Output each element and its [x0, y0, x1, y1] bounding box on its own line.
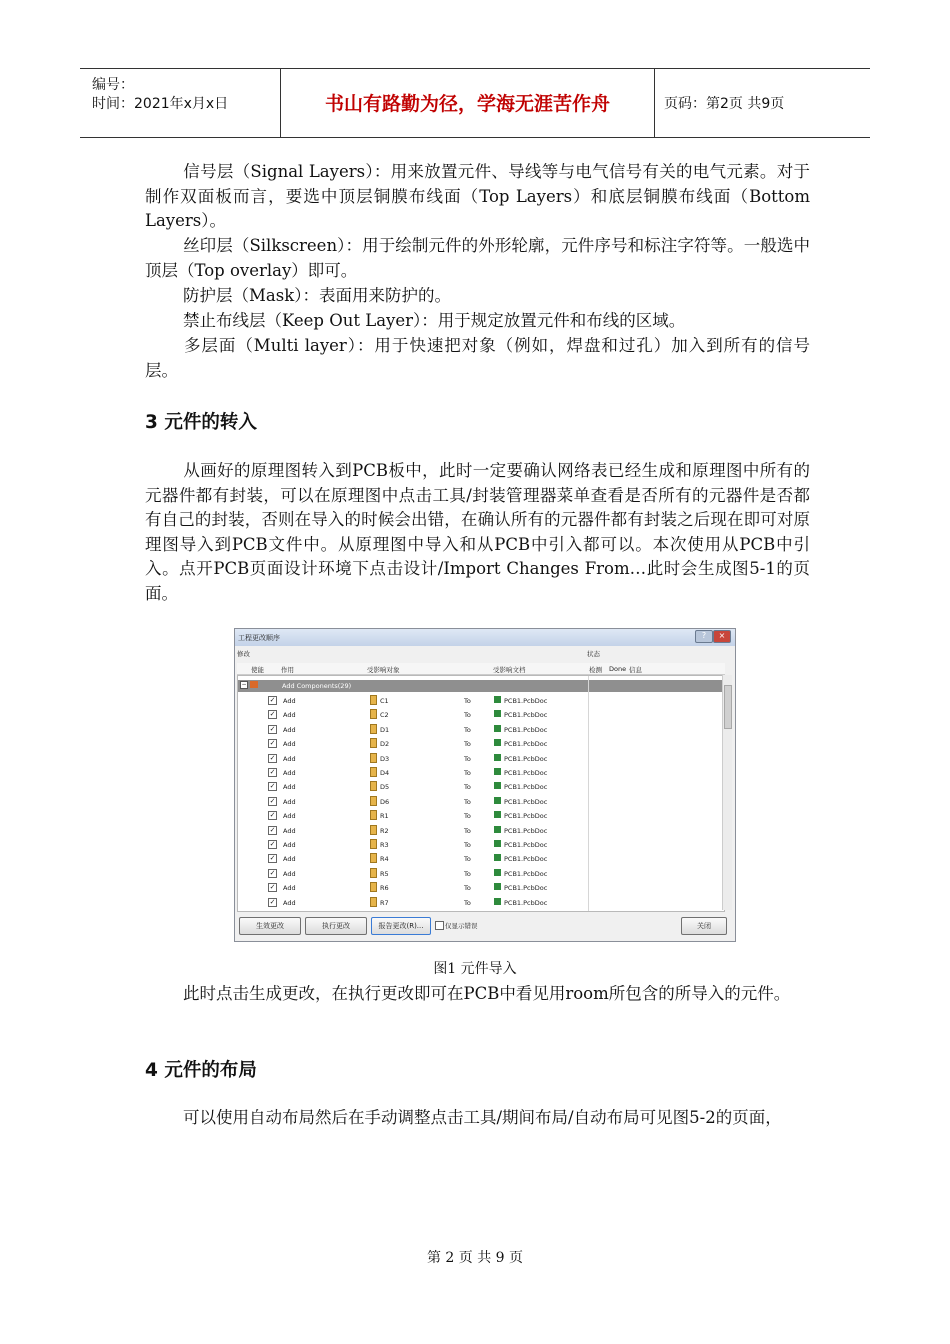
component-icon — [370, 709, 377, 719]
pcb-doc-icon — [494, 797, 501, 804]
pcb-doc-icon — [494, 840, 501, 847]
only-errors-checkbox[interactable] — [435, 921, 444, 930]
enable-checkbox[interactable]: ✓ — [269, 696, 276, 704]
col-message[interactable]: 信息 — [629, 666, 642, 674]
to-cell: To — [464, 740, 471, 749]
component-icon — [370, 767, 377, 777]
component-icon — [370, 853, 377, 863]
pcb-doc-icon — [494, 869, 501, 876]
document-cell: PCB1.PcbDoc — [504, 812, 548, 821]
object-cell: D2 — [380, 740, 390, 749]
document-cell: PCB1.PcbDoc — [504, 797, 548, 806]
document-cell: PCB1.PcbDoc — [504, 898, 548, 907]
action-cell: Add — [283, 841, 296, 849]
number-label: 编号： — [92, 77, 134, 93]
object-cell: D1 — [380, 725, 390, 734]
table-row[interactable] — [238, 896, 588, 910]
close-icon[interactable]: × — [713, 630, 731, 643]
document-cell: PCB1.PcbDoc — [504, 711, 548, 720]
object-cell: R2 — [380, 826, 389, 835]
page-header — [80, 68, 870, 138]
column-header — [237, 663, 725, 675]
action-cell: Add — [283, 884, 296, 893]
pcb-doc-icon — [494, 811, 501, 818]
pcb-doc-icon — [494, 768, 501, 775]
object-cell: R3 — [380, 841, 389, 849]
pcb-doc-icon — [494, 739, 501, 746]
object-cell: D6 — [380, 797, 390, 806]
pcb-doc-icon — [494, 696, 501, 703]
object-cell: D5 — [380, 783, 390, 792]
dialog-title: 工程更改顺序 — [238, 634, 280, 642]
component-icon — [370, 839, 377, 849]
component-icon — [370, 868, 377, 878]
to-cell: To — [464, 826, 471, 835]
group-row-add-components[interactable] — [238, 680, 724, 692]
component-icon — [370, 897, 377, 907]
paragraph-generate-changes: 此时点击生成更改，在执行更改即可在PCB中看见用room所包含的所导入的元件。 — [183, 984, 791, 1003]
document-cell: PCB1.PcbDoc — [504, 841, 548, 849]
document-cell: PCB1.PcbDoc — [504, 884, 548, 893]
enable-checkbox[interactable]: ✓ — [269, 811, 276, 820]
table-row[interactable] — [238, 780, 588, 794]
enable-checkbox[interactable]: ✓ — [269, 840, 276, 848]
table-row[interactable] — [238, 752, 588, 766]
pcb-doc-icon — [494, 754, 501, 761]
pcb-doc-icon — [494, 710, 501, 717]
enable-checkbox[interactable]: ✓ — [269, 854, 276, 863]
to-cell: To — [464, 725, 471, 734]
enable-checkbox[interactable]: ✓ — [269, 825, 276, 834]
action-cell: Add — [283, 754, 296, 763]
table-row[interactable] — [238, 824, 588, 838]
enable-checkbox[interactable]: ✓ — [269, 897, 276, 906]
close-button[interactable]: 关闭 — [681, 917, 727, 935]
document-cell: PCB1.PcbDoc — [504, 754, 548, 763]
enable-checkbox[interactable]: ✓ — [269, 768, 276, 776]
pcb-doc-icon — [494, 854, 501, 861]
report-changes-button[interactable]: 报告更改(R)... — [371, 917, 431, 935]
action-cell: Add — [283, 826, 296, 835]
to-cell: To — [464, 697, 471, 705]
paragraph-silkscreen: 丝印层（Silkscreen）：用于绘制元件的外形轮廓，元件序号和标注字符等。一般选中顶层（Top overlay）即可。 — [145, 236, 810, 280]
paragraph-keepout: 禁止布线层（Keep Out Layer）：用于规定放置元件和布线的区域。 — [183, 311, 686, 330]
page-footer: 第 2 页 共 9 页 — [426, 1250, 524, 1266]
scrollbar-thumb[interactable] — [724, 685, 732, 729]
object-cell: R6 — [380, 884, 389, 893]
folder-icon — [250, 681, 258, 688]
enable-checkbox[interactable]: ✓ — [269, 782, 276, 791]
action-cell: Add — [283, 711, 296, 720]
heading-component-layout: 4 元件的布局 — [145, 1060, 257, 1081]
to-cell: To — [464, 884, 471, 893]
table-row[interactable] — [238, 708, 588, 722]
document-cell: PCB1.PcbDoc — [504, 769, 548, 777]
execute-changes-button[interactable]: 执行更改 — [305, 917, 367, 935]
date-label: 时间：2021年x月x日 — [92, 96, 229, 112]
object-cell: R4 — [380, 855, 389, 864]
table-row[interactable] — [238, 795, 588, 809]
to-cell: To — [464, 812, 471, 821]
enable-checkbox[interactable]: ✓ — [269, 883, 276, 892]
only-errors-label: 仅显示错误 — [445, 922, 478, 930]
table-row[interactable] — [238, 694, 588, 708]
to-cell: To — [464, 898, 471, 907]
enable-checkbox[interactable]: ✓ — [269, 868, 276, 877]
action-cell: Add — [283, 898, 296, 907]
table-row[interactable] — [238, 809, 588, 823]
pcb-doc-icon — [494, 883, 501, 890]
paragraph-multilayer: 多层面（Multi layer）：用于快速把对象（例如，焊盘和过孔）加入到所有的信号层。 — [145, 336, 810, 380]
to-cell: To — [464, 754, 471, 763]
table-row[interactable] — [238, 723, 588, 737]
col-enable[interactable]: 使能 — [251, 666, 264, 674]
object-cell: D4 — [380, 769, 390, 777]
validate-changes-button[interactable]: 生效更改 — [239, 917, 301, 935]
to-cell: To — [464, 797, 471, 806]
paragraph-import: 从画好的原理图转入到PCB板中，此时一定要确认网络表已经生成和原理图中所有的元器件都有封装，可以在原理图中点击工具/封装管理器菜单查看是否所有的元器件是否都有自己的封装，否则在导入的时候会出错，在确认所有的元器件都有封装之后现在即可对原理图导入到PCB文件中。从原理图中导入和从PCB中引入都可以。本次使用从PCB中引入。点开PCB页面设计环境下点击设计/Import Changes From…此时会生成图5-1的页面。 — [145, 461, 810, 603]
to-cell: To — [464, 841, 471, 849]
collapse-icon[interactable]: − — [241, 681, 247, 688]
document-cell: PCB1.PcbDoc — [504, 740, 548, 749]
object-cell: R7 — [380, 898, 389, 907]
action-cell: Add — [283, 783, 296, 792]
component-icon — [370, 810, 377, 820]
motto: 书山有路勤为径，学海无涯苦作舟 — [281, 69, 655, 137]
dialog-titlebar — [235, 629, 735, 646]
table-row[interactable] — [238, 838, 588, 852]
object-cell: R1 — [380, 812, 389, 821]
action-cell: Add — [283, 812, 296, 821]
action-cell: Add — [283, 769, 296, 777]
document-cell: PCB1.PcbDoc — [504, 783, 548, 792]
col-affected-object[interactable]: 受影响对象 — [367, 666, 400, 674]
group-modify-label: 修改 — [237, 650, 250, 658]
pcb-doc-icon — [494, 826, 501, 833]
heading-component-import: 3 元件的转入 — [145, 412, 257, 433]
enable-checkbox[interactable]: ✓ — [269, 710, 276, 719]
action-cell: Add — [283, 725, 296, 734]
status-divider — [588, 676, 589, 911]
ecn-dialog-screenshot — [234, 628, 736, 942]
component-icon — [370, 796, 377, 806]
paragraph-signal-layers: 信号层（Signal Layers）：用来放置元件、导线等与电气信号有关的电气元素。对于制作双面板而言，要选中顶层铜膜布线面（Top Layers）和底层铜膜布线面（Bottom Layers）。 — [145, 162, 810, 231]
table-row[interactable] — [238, 737, 588, 751]
header-meta-cell — [80, 69, 281, 137]
object-cell: R5 — [380, 869, 389, 878]
document-cell: PCB1.PcbDoc — [504, 725, 548, 734]
action-cell: Add — [283, 869, 296, 878]
page-indicator: 页码：第2页 共9页 — [664, 96, 785, 112]
to-cell: To — [464, 783, 471, 792]
vertical-scrollbar[interactable] — [722, 675, 732, 910]
to-cell: To — [464, 869, 471, 878]
col-check[interactable]: 检测 — [589, 666, 602, 674]
pcb-doc-icon — [494, 782, 501, 789]
enable-checkbox[interactable]: ✓ — [269, 739, 276, 748]
document-cell: PCB1.PcbDoc — [504, 826, 548, 835]
group-row-label: Add Components(29) — [282, 682, 352, 690]
action-cell: Add — [283, 797, 296, 806]
col-affected-doc[interactable]: 受影响文档 — [493, 666, 526, 674]
document-cell: PCB1.PcbDoc — [504, 869, 548, 878]
pcb-doc-icon — [494, 898, 501, 905]
table-row[interactable] — [238, 881, 588, 895]
component-icon — [370, 695, 377, 705]
document-cell: PCB1.PcbDoc — [504, 855, 548, 864]
enable-checkbox[interactable]: ✓ — [269, 796, 276, 805]
table-row[interactable] — [238, 867, 588, 881]
figure-caption: 图1 元件导入 — [433, 961, 517, 977]
paragraph-mask: 防护层（Mask）：表面用来防护的。 — [183, 286, 451, 305]
enable-checkbox[interactable]: ✓ — [269, 753, 276, 762]
component-icon — [370, 738, 377, 748]
help-icon[interactable]: ? — [695, 630, 713, 643]
enable-checkbox[interactable]: ✓ — [269, 724, 276, 733]
table-row[interactable] — [238, 766, 588, 780]
component-icon — [370, 825, 377, 835]
table-row[interactable] — [238, 852, 588, 866]
to-cell: To — [464, 769, 471, 777]
to-cell: To — [464, 855, 471, 864]
object-cell: D3 — [380, 754, 390, 763]
document-cell: PCB1.PcbDoc — [504, 697, 548, 705]
component-icon — [370, 724, 377, 734]
change-list — [237, 675, 725, 912]
object-cell: C1 — [380, 697, 389, 705]
group-status-label: 状态 — [587, 650, 600, 658]
action-cell: Add — [283, 855, 296, 864]
col-action[interactable]: 作用 — [281, 666, 294, 674]
component-icon — [370, 781, 377, 791]
action-cell: Add — [283, 740, 296, 749]
pcb-doc-icon — [494, 725, 501, 732]
action-cell: Add — [283, 697, 296, 705]
object-cell: C2 — [380, 711, 389, 720]
to-cell: To — [464, 711, 471, 720]
component-icon — [370, 882, 377, 892]
component-icon — [370, 753, 377, 763]
col-done[interactable]: Done — [609, 665, 627, 673]
paragraph-auto-layout: 可以使用自动布局然后在手动调整点击工具/期间布局/自动布局可见图5-2的页面， — [183, 1108, 782, 1127]
